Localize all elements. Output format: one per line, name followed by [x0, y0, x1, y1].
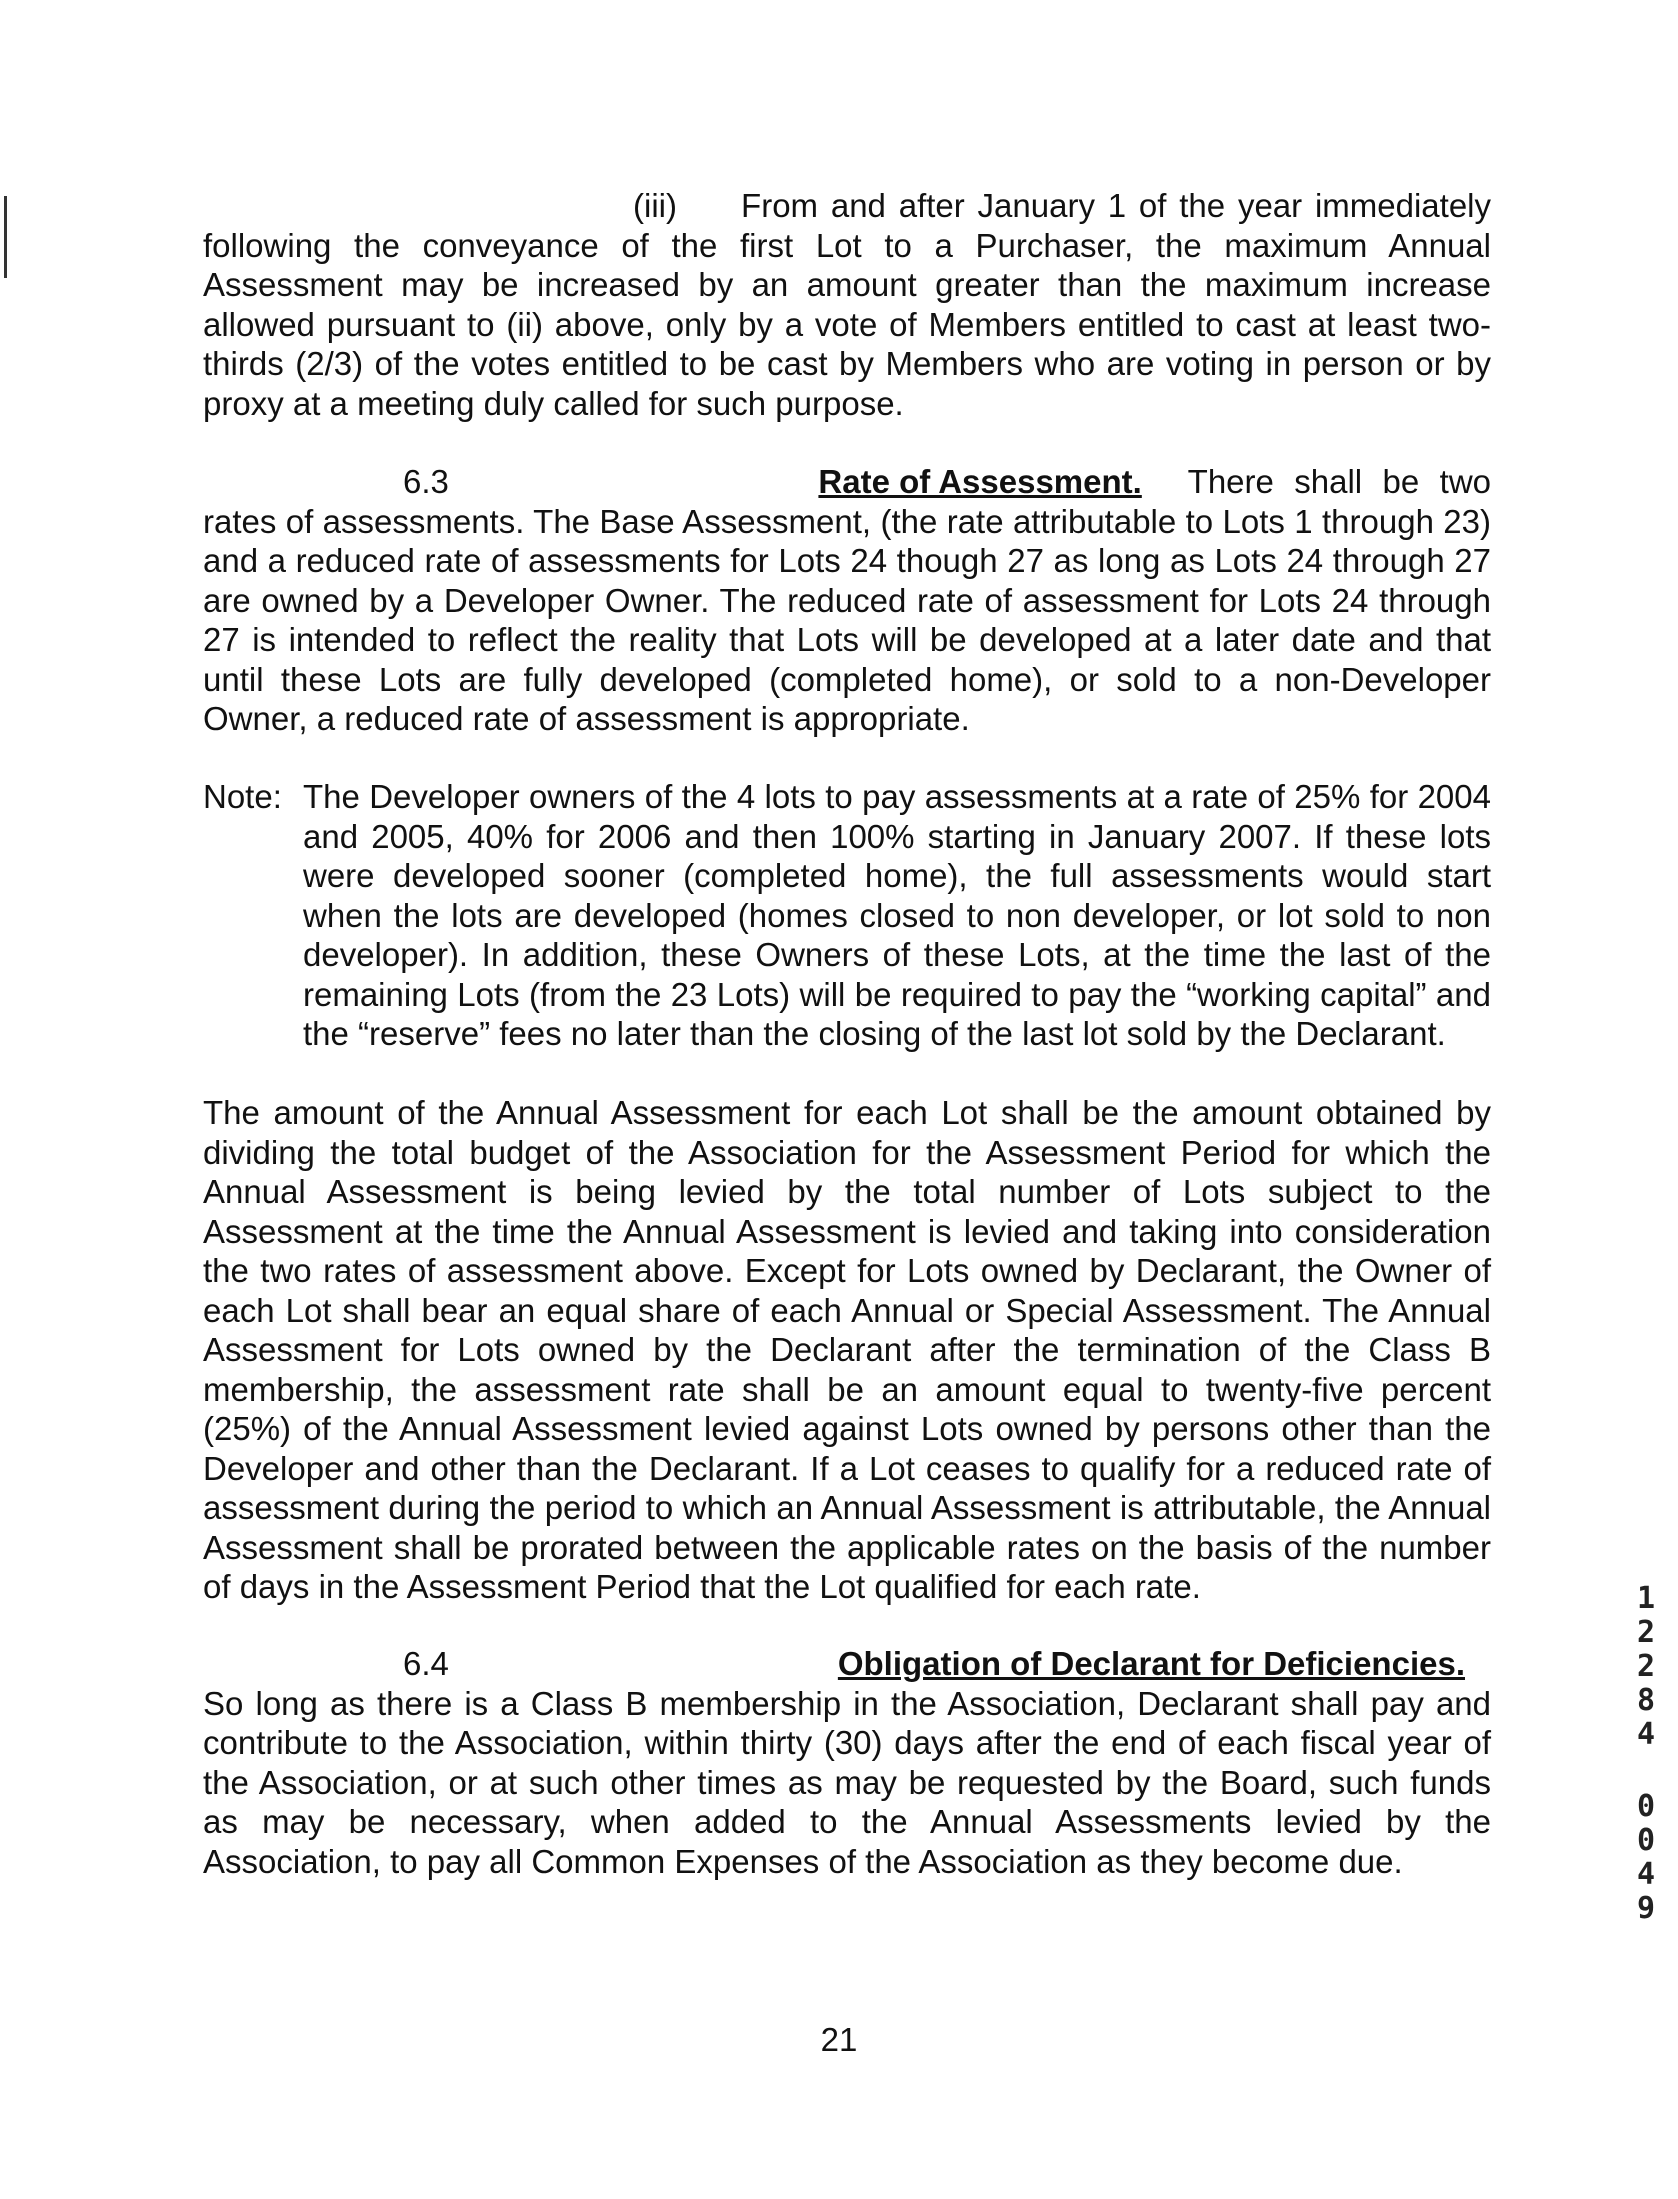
stamp-digit: 4	[1636, 1717, 1656, 1752]
page-number: 21	[820, 2021, 858, 2058]
section-6-3-number: 6.3	[403, 463, 449, 500]
section-6-3-title: Rate of Assessment.	[818, 463, 1142, 500]
recording-stamp-lower	[1628, 1790, 1664, 1926]
section-6-4-number: 6.4	[403, 1645, 449, 1682]
stamp-digit: 0	[1636, 1823, 1656, 1858]
stamp-digit: 2	[1636, 1615, 1656, 1650]
section-6-3-text: There shall be two rates of assessments. The Base Assessment, (the rate attributable to Lots 1 through 23) and a reduced rate of assessments for Lots 24 though 27 as long as Lots 24 through 27 are owned by a Developer Owner. The reduced rate of assessment for Lots 24 through 27 is intended to reflect the reality that Lots will be developed at a later date and that until these Lots are fully developed (completed home), or sold to a non-Developer Owner, a reduced rate of assessment is appropriate.	[203, 463, 1492, 737]
stamp-digit: 2	[1636, 1649, 1656, 1684]
paragraph-iii	[203, 186, 1491, 423]
stamp-digit: 4	[1636, 1857, 1656, 1892]
paragraph-iii-lead: (iii)	[633, 187, 677, 224]
note-text: The Developer owners of the 4 lots to pay assessments at a rate of 25% for 2004 and 2005, 40% for 2006 and then 100% starting in January 2007. If these lots were developed sooner (completed home), the full assessments would start when the lots are developed (homes closed to non developer, or lot sold to non developer). In addition, these Owners of these Lots, at the time the last of the remaining Lots (from the 23 Lots) will be required to pay the “working capital” and the “reserve” fees no later than the closing of the last lot sold by the Declarant.	[303, 778, 1491, 1052]
section-6-3	[203, 462, 1491, 739]
annual-assessment-paragraph: The amount of the Annual Assessment for each Lot shall be the amount obtained by dividing the total budget of the Association for the Assessment Period for which the Annual Assessment is being levied by the total number of Lots subject to the Assessment at the time the Annual Assessment is levied and taking into consideration the two rates of assessment above. Except for Lots owned by Declarant, the Owner of each Lot shall bear an equal share of each Annual or Special Assessment. The Annual Assessment for Lots owned by the Declarant after the termination of the Class B membership, the assessment rate shall be an amount equal to twenty-five percent (25%) of the Annual Assessment levied against Lots owned by persons other than the Developer and other than the Declarant. If a Lot ceases to qualify for a reduced rate of assessment during the period to which an Annual Assessment is attributable, the Annual Assessment shall be prorated between the applicable rates on the basis of the number of days in the Assessment Period that the Lot qualified for each rate.	[203, 1094, 1491, 1605]
section-6-4	[203, 1644, 1491, 1881]
stamp-digit: 9	[1636, 1891, 1656, 1926]
stamp-digit: 0	[1636, 1789, 1656, 1824]
recording-stamp-upper	[1628, 1582, 1664, 1752]
stamp-digit: 8	[1636, 1683, 1656, 1718]
section-6-4-text: So long as there is a Class B membership in the Association, Declarant shall pay and contribute to the Association, within thirty (30) days after the end of each fiscal year of the Association, or at such other times as may be requested by the Board, such funds as may be necessary, when added to the Annual Assessments levied by the Association, to pay all Common Expenses of the Association as they become due.	[203, 1684, 1491, 1880]
note-label: Note:	[203, 778, 282, 815]
margin-mark	[4, 196, 7, 278]
stamp-digit: 1	[1636, 1581, 1656, 1616]
section-6-4-title: Obligation of Declarant for Deficiencies.	[837, 1645, 1465, 1682]
note-block	[203, 777, 1491, 1087]
paragraph-iii-text: From and after January 1 of the year immediately following the conveyance of the first Lot to a Purchaser, the maximum Annual Assessment may be increased by an amount greater than the maximum increase allowed pursuant to (ii) above, only by a vote of Members entitled to cast at least two-thirds (2/3) of the votes entitled to be cast by Members who are voting in person or by proxy at a meeting duly called for such purpose.	[203, 187, 1492, 422]
